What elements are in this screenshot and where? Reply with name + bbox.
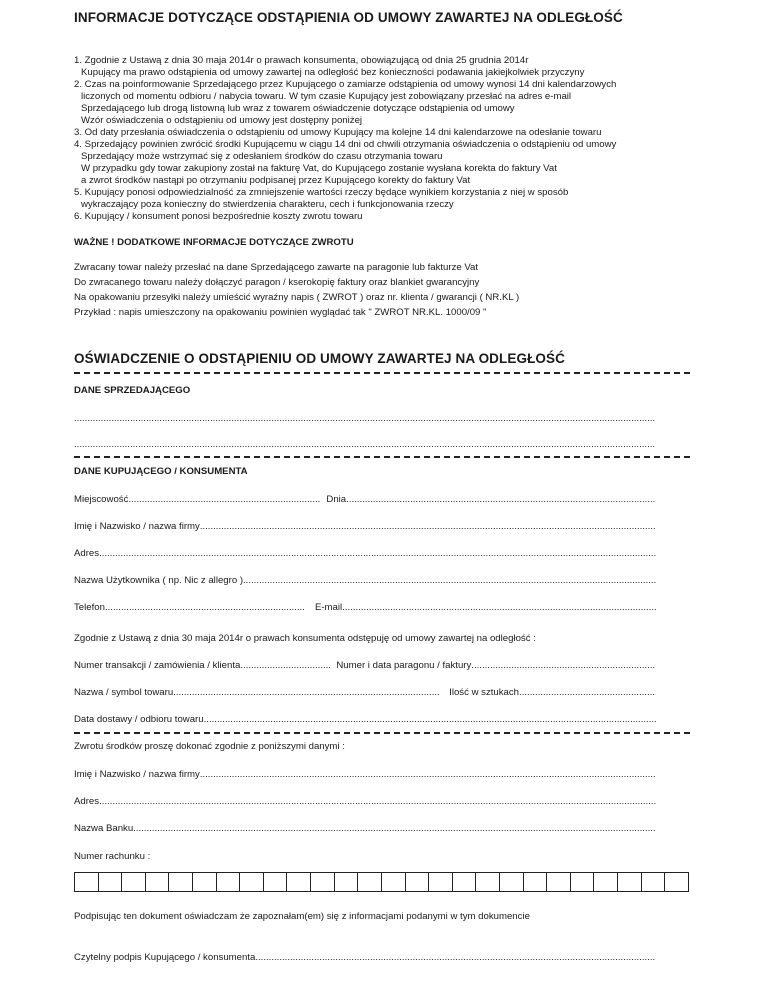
- account-digit-box[interactable]: [358, 873, 382, 891]
- refund-name-label: Imię i Nazwisko / nazwa firmy: [74, 769, 200, 780]
- account-digit-box[interactable]: [122, 873, 146, 891]
- seller-line-2[interactable]: [74, 439, 656, 451]
- username-label: Nazwa Użytkownika ( np. Nic z allegro ): [74, 575, 244, 586]
- name-label: Imię i Nazwisko / nazwa firmy: [74, 521, 200, 532]
- declaration-text: Podpisując ten dokument oświadczam że zapoznałam(em) się z informacjami podanymi w tym dokumencie: [74, 911, 530, 922]
- info-line: 3. Od daty przesłania oświadczenia o odstąpieniu od umowy Kupujący ma kolejne 14 dni kalendarzowe na odesłanie towaru: [74, 127, 602, 138]
- account-digit-box[interactable]: [524, 873, 548, 891]
- refund-address-label: Adres: [74, 796, 100, 807]
- important-heading: WAŻNE ! DODATKOWE INFORMACJE DOTYCZĄCE ZWROTU: [74, 237, 354, 248]
- city-label: Miejscowość: [74, 494, 129, 505]
- divider: [74, 732, 690, 734]
- info-line: Kupujący ma prawo odstąpienia od umowy zawartej na odległość bez konieczności podawania jakiejkolwiek przyczyny: [81, 67, 585, 78]
- bank-label: Nazwa Banku: [74, 823, 134, 834]
- account-digit-box[interactable]: [500, 873, 524, 891]
- date-label: Dnia: [326, 494, 347, 505]
- account-digit-box[interactable]: [99, 873, 123, 891]
- important-line: Przykład : napis umieszczony na opakowaniu powinien wyglądać tak " ZWROT NR.KL. 1000/09 ": [74, 307, 487, 318]
- username-field[interactable]: [74, 575, 656, 587]
- address-label: Adres: [74, 548, 100, 559]
- account-digit-box[interactable]: [240, 873, 264, 891]
- product-label: Nazwa / symbol towaru: [74, 687, 174, 698]
- account-label: Numer rachunku :: [74, 851, 151, 862]
- account-digit-box[interactable]: [382, 873, 406, 891]
- account-digit-box[interactable]: [406, 873, 430, 891]
- divider: [74, 372, 690, 374]
- signature-field[interactable]: [74, 952, 656, 964]
- account-digit-box[interactable]: [476, 873, 500, 891]
- account-digit-box[interactable]: [547, 873, 571, 891]
- account-digit-box[interactable]: [146, 873, 170, 891]
- seller-line-1[interactable]: [74, 413, 656, 425]
- account-digit-box[interactable]: [287, 873, 311, 891]
- phone-email-row[interactable]: [74, 602, 656, 614]
- important-line: Do zwracanego towaru należy dołączyć paragon / kserokopię faktury oraz blankiet gwarancyjny: [74, 277, 480, 288]
- transaction-label: Numer transakcji / zamówienia / klienta: [74, 660, 241, 671]
- name-field[interactable]: [74, 521, 656, 533]
- info-line: 5. Kupujący ponosi odpowiedzialność za zmniejszenie wartości rzeczy będące wynikiem korzystania z niej w sposób: [74, 187, 569, 198]
- info-line: Sprzedającego lub drogą listowną lub wraz z towarem oświadczenie dotyczące odstąpienia od umowy: [81, 103, 515, 114]
- seller-heading: DANE SPRZEDAJĄCEGO: [74, 385, 191, 396]
- account-digit-box[interactable]: [665, 873, 688, 891]
- buyer-heading: DANE KUPUJĄCEGO / KONSUMENTA: [74, 466, 248, 477]
- account-digit-box[interactable]: [571, 873, 595, 891]
- quantity-label: Ilość w sztukach: [449, 687, 520, 698]
- info-line: W przypadku gdy towar zakupiony został na fakturę Vat, do Kupującego zostanie wysłana korekta do faktury Vat: [81, 163, 557, 174]
- account-digit-box[interactable]: [217, 873, 241, 891]
- refund-intro: Zwrotu środków proszę dokonać zgodnie z poniższymi danymi :: [74, 741, 345, 752]
- account-digit-box[interactable]: [193, 873, 217, 891]
- form-title: OŚWIADCZENIE O ODSTĄPIENIU OD UMOWY ZAWARTEJ NA ODLEGŁOŚĆ: [74, 351, 565, 366]
- account-digit-box[interactable]: [642, 873, 666, 891]
- phone-label: Telefon: [74, 602, 105, 613]
- account-digit-box[interactable]: [429, 873, 453, 891]
- delivery-label: Data dostawy / odbioru towaru: [74, 714, 204, 725]
- transaction-receipt-row[interactable]: [74, 660, 656, 672]
- city-date-row[interactable]: [74, 494, 656, 506]
- account-digit-box[interactable]: [75, 873, 99, 891]
- address-field[interactable]: [74, 548, 656, 560]
- info-line: 6. Kupujący / konsument ponosi bezpośrednie koszty zwrotu towaru: [74, 211, 363, 222]
- signature-label: Czytelny podpis Kupującego / konsumenta: [74, 952, 256, 963]
- refund-name-field[interactable]: [74, 769, 656, 781]
- account-digit-box[interactable]: [618, 873, 642, 891]
- account-digit-box[interactable]: [264, 873, 288, 891]
- bank-field[interactable]: [74, 823, 656, 835]
- product-quantity-row[interactable]: [74, 687, 656, 699]
- important-line: Zwracany towar należy przesłać na dane Sprzedającego zawarte na paragonie lub fakturze Vat: [74, 262, 479, 273]
- delivery-field[interactable]: [74, 714, 656, 726]
- info-title: INFORMACJE DOTYCZĄCE ODSTĄPIENIA OD UMOWY ZAWARTEJ NA ODLEGŁOŚĆ: [74, 10, 623, 25]
- refund-address-field[interactable]: [74, 796, 656, 808]
- divider: [74, 456, 690, 458]
- account-number-grid[interactable]: [74, 872, 689, 892]
- info-line: 2. Czas na poinformowanie Sprzedającego przez Kupującego o zamiarze odstąpienia od umowy wynosi 14 dni kalendarzowych: [74, 79, 617, 90]
- info-line: liczonych od momentu odbioru / nabycia towaru. W tym czasie Kupujący jest zobowiązany przesłać na adres e-mail: [81, 91, 572, 102]
- withdrawal-statement: Zgodnie z Ustawą z dnia 30 maja 2014r o prawach konsumenta odstępuję od umowy zawartej na odległość :: [74, 633, 536, 644]
- info-line: Sprzedający może wstrzymać się z odesłaniem środków do czasu otrzymania towaru: [81, 151, 443, 162]
- account-digit-box[interactable]: [311, 873, 335, 891]
- info-line: wykraczający poza konieczny do stwierdzenia charakteru, cech i funkcjonowania rzeczy: [81, 199, 454, 210]
- important-line: Na opakowaniu przesyłki należy umieścić wyraźny napis ( ZWROT ) oraz nr. klienta / gwarancji ( NR.KL ): [74, 292, 520, 303]
- account-digit-box[interactable]: [594, 873, 618, 891]
- account-digit-box[interactable]: [453, 873, 477, 891]
- account-digit-box[interactable]: [169, 873, 193, 891]
- info-line: Wzór oświadczenia o odstąpieniu od umowy jest dostępny poniżej: [81, 115, 363, 126]
- receipt-label: Numer i data paragonu / faktury: [336, 660, 472, 671]
- info-line: a zwrot środków nastąpi po otrzymaniu podpisanej przez Kupującego korekty do faktury Vat: [81, 175, 471, 186]
- info-line: 1. Zgodnie z Ustawą z dnia 30 maja 2014r o prawach konsumenta, obowiązującą od dnia 25 grudnia 2014r: [74, 55, 529, 66]
- account-digit-box[interactable]: [335, 873, 359, 891]
- email-label: E-mail: [314, 602, 343, 613]
- info-line: 4. Sprzedający powinien zwrócić środki Kupującemu w ciągu 14 dni od chwili otrzymania oświadczenia o odstąpieniu od umowy: [74, 139, 617, 150]
